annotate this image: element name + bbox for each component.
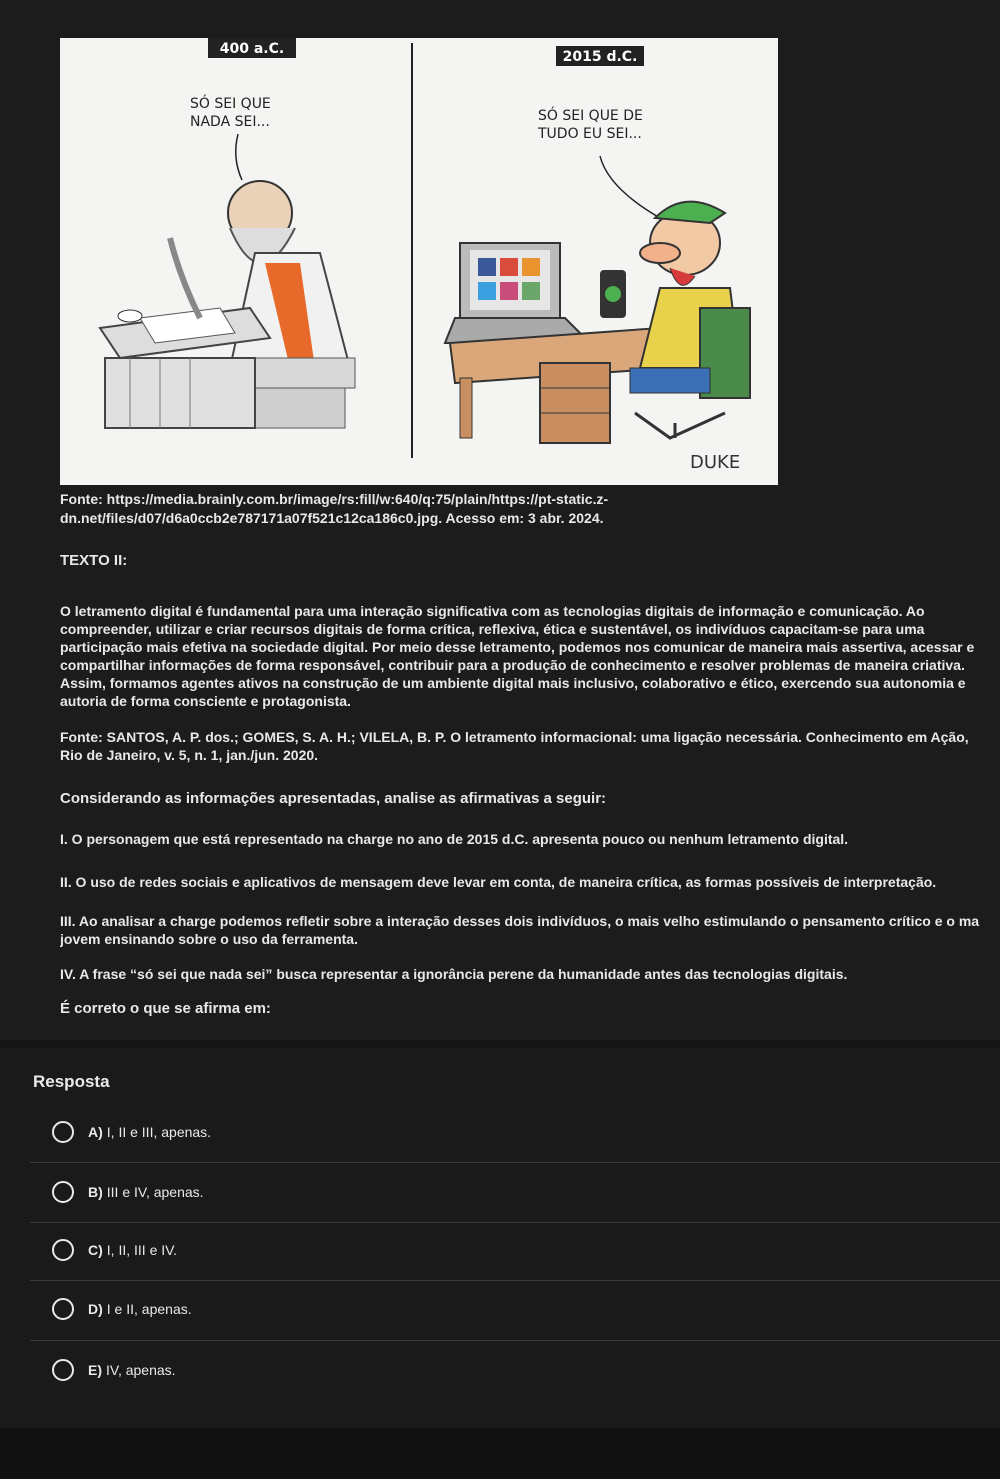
right-year-label: 2015 d.C. <box>562 49 638 65</box>
text2-body <box>60 602 1000 710</box>
cartoon-image <box>60 38 778 485</box>
option-letter: A) <box>88 1124 103 1140</box>
text2-source <box>60 728 1000 764</box>
text2-line: participação mais efetiva na sociedade digital. Por meio desse letramento, podemos nos comunicar de maneira mais assertiva, acessar e <box>60 639 975 655</box>
option-text: IV, apenas. <box>106 1362 176 1378</box>
answer-title: Resposta <box>33 1072 110 1091</box>
option-text: III e IV, apenas. <box>106 1184 204 1200</box>
radio-icon[interactable] <box>52 1359 74 1381</box>
option-d[interactable] <box>30 1283 1000 1335</box>
image-source: Fonte: https://media.brainly.com.br/image/rs:fill/w:640/q:75/plain/https://pt-static.z-dn.net/files/d07/d6a0ccb2e787171a07f521c12ca186c0.jpg. Acesso em: 3 abr. 2024. <box>60 491 609 526</box>
text2-line: compreender, utilizar e criar recursos digitais de forma crítica, reflexiva, ética e sustentável, os indivíduos capacitam-se para uma <box>60 621 925 637</box>
option-divider <box>30 1222 1000 1223</box>
option-letter: D) <box>88 1301 103 1317</box>
option-letter: E) <box>88 1362 102 1378</box>
text2-source-line: Rio de Janeiro, v. 5, n. 1, jan./jun. 2020. <box>60 747 319 763</box>
radio-icon[interactable] <box>52 1121 74 1143</box>
left-year-label: 400 a.C. <box>219 41 285 57</box>
text2-title: TEXTO II: <box>60 552 128 569</box>
cartoon-drawing <box>60 38 778 485</box>
right-speech-line2: TUDO EU SEI... <box>538 126 642 142</box>
statement-ii: II. O uso de redes sociais e aplicativos de mensagem deve levar em conta, de maneira crítica, as formas possíveis de interpretação. <box>60 874 937 890</box>
option-letter: C) <box>88 1242 103 1258</box>
option-text: I, II, III e IV. <box>106 1242 178 1258</box>
statement-iii <box>60 912 1000 948</box>
question-ask: É correto o que se afirma em: <box>60 1000 271 1017</box>
text2-line: Assim, formamos agentes ativos na construção de um ambiente digital mais inclusivo, colaborativo e ético, exercendo sua autonomia e <box>60 675 966 691</box>
option-divider <box>30 1162 1000 1163</box>
option-text: I e II, apenas. <box>106 1301 192 1317</box>
option-b[interactable] <box>30 1166 1000 1218</box>
statement-i: I. O personagem que está representado na charge no ano de 2015 d.C. apresenta pouco ou nenhum letramento digital. <box>60 831 849 847</box>
statement-iii-line: jovem ensinando sobre o uso da ferramenta. <box>60 931 358 947</box>
cartoon-signature: DUKE <box>690 452 741 473</box>
radio-icon[interactable] <box>52 1239 74 1261</box>
option-a[interactable] <box>30 1106 1000 1158</box>
option-letter: B) <box>88 1184 103 1200</box>
text2-line: autoria de forma consciente e protagonista. <box>60 693 351 709</box>
option-c[interactable] <box>30 1224 1000 1276</box>
left-speech-line2: NADA SEI... <box>190 114 270 130</box>
right-speech-line1: SÓ SEI QUE DE <box>538 108 643 124</box>
text2-line: O letramento digital é fundamental para uma interação significativa com as tecnologias digitais de informação e comunicação. Ao <box>60 603 925 619</box>
text2-source-line: Fonte: SANTOS, A. P. dos.; GOMES, S. A. H.; VILELA, B. P. O letramento informacional: uma ligação necessária. Conhecimento em Ação, <box>60 729 969 745</box>
statement-iii-line: III. Ao analisar a charge podemos refletir sobre a interação desses dois indivíduos, o mais velho estimulando o pensamento crítico e o ma <box>60 913 980 929</box>
option-divider <box>30 1280 1000 1281</box>
text2-line: compartilhar informações de forma responsável, contribuir para a produção de conhecimento e resolver problemas de maneira criativa. <box>60 657 965 673</box>
page-bottom <box>0 1428 1000 1479</box>
answer-panel <box>0 1048 1000 1428</box>
option-divider <box>30 1340 1000 1341</box>
option-e[interactable] <box>30 1344 1000 1396</box>
option-text: I, II e III, apenas. <box>106 1124 212 1140</box>
left-speech-line1: SÓ SEI QUE <box>190 96 271 112</box>
radio-icon[interactable] <box>52 1298 74 1320</box>
statement-iv: IV. A frase “só sei que nada sei” busca representar a ignorância perene da humanidade antes das tecnologias digitais. <box>60 966 848 982</box>
question-prompt: Considerando as informações apresentadas, analise as afirmativas a seguir: <box>60 790 607 807</box>
radio-icon[interactable] <box>52 1181 74 1203</box>
